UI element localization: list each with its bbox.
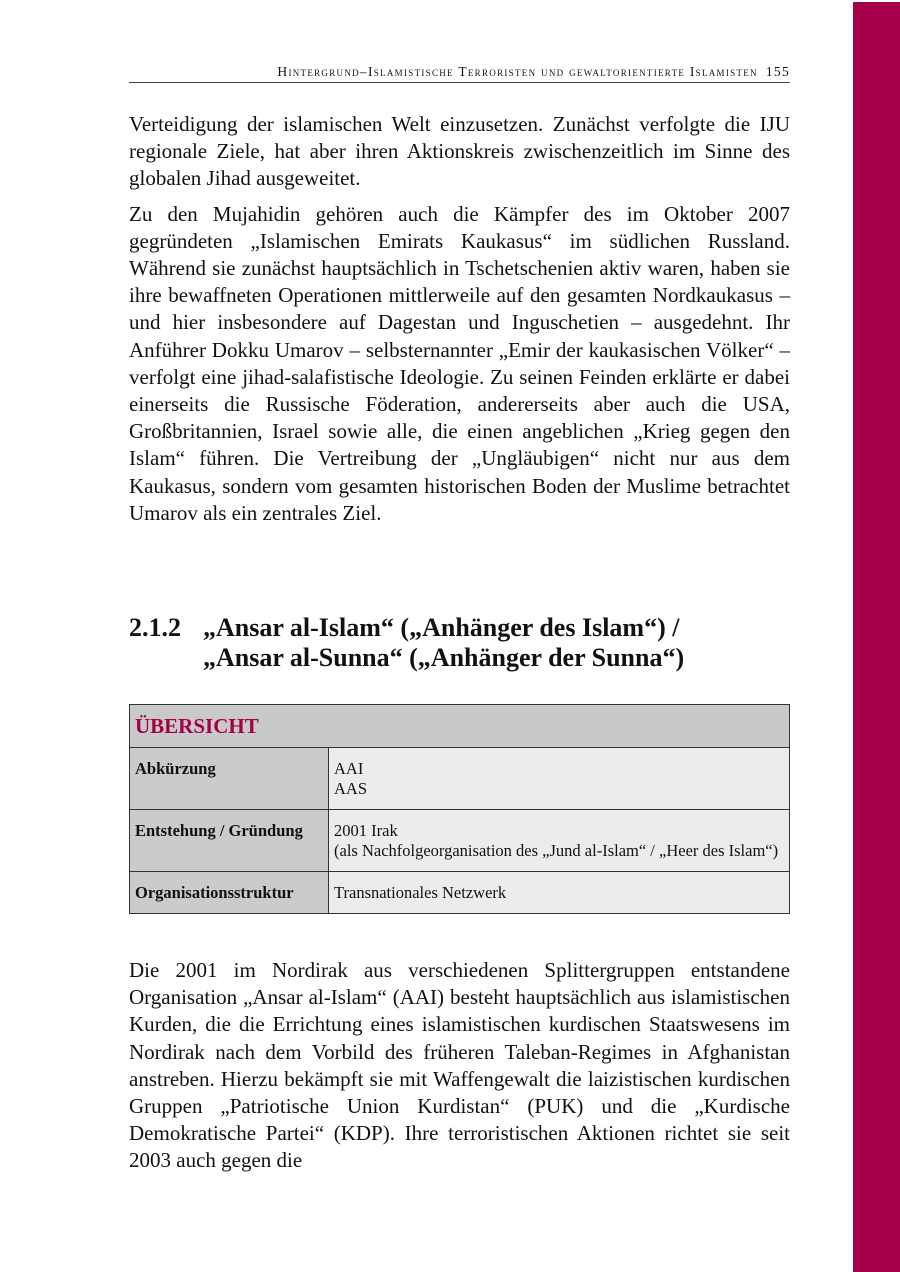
value-line: Transnationales Netzwerk — [334, 883, 507, 902]
page-number: 155 — [765, 64, 790, 79]
running-head-title: Hintergrund–Islamistische Terroristen und gewaltorientierte Islamisten — [277, 64, 758, 79]
value-line: AAS — [334, 779, 368, 798]
body-text-top — [129, 111, 790, 527]
row-value — [329, 810, 790, 872]
section-title — [203, 613, 790, 673]
section-number: 2.1.2 — [129, 613, 181, 642]
value-line: 2001 Irak — [334, 821, 398, 840]
value-line: (als Nachfolgeorganisation des „Jund al-Islam“ / „Heer des Islam“) — [334, 841, 779, 860]
paragraph: Verteidigung der islamischen Welt einzusetzen. Zunächst verfolgte die IJU regionale Ziele, hat aber ihren Aktionskreis zwischenzeitlich im Sinne des globalen Jihad ausgeweitet. — [129, 112, 790, 191]
section-heading — [129, 613, 790, 673]
row-label: Entstehung / Gründung — [130, 810, 329, 872]
row-value — [329, 872, 790, 914]
row-label: Abkürzung — [130, 748, 329, 810]
paragraph: Die 2001 im Nordirak aus verschiedenen Splittergruppen entstandene Organisation „Ansar al-Islam“ (AAI) besteht hauptsächlich aus islamistischen Kurden, die die Errichtung eines islamistischen kurdischen Staatswesens im Nordirak nach dem Vorbild des früheren Taleban-Regimes in Afghanistan anstreben. Hierzu bekämpft sie mit Waffengewalt die laizistischen kurdischen Gruppen „Patriotische Union Kurdistan“ (PUK) und die „Kurdische Demokratische Partei“ (KDP). Ihre terroristischen Aktionen richtet sie seit 2003 auch gegen die — [129, 958, 790, 1173]
paragraph: Zu den Mujahidin gehören auch die Kämpfer des im Oktober 2007 gegründeten „Islamischen Emirats Kaukasus“ im südlichen Russland. Während sie zunächst hauptsächlich in Tschetschenien aktiv waren, haben sie ihre bewaffneten Operationen mittlerweile auf den gesamten Nordkaukasus – und hier insbesondere auf Dagestan und Inguschetien – ausgedehnt. Ihr Anführer Dokku Umarov – selbsternannter „Emir der kaukasischen Völker“ – verfolgt eine jihad-salafistische Ideologie. Zu seinen Feinden erklärte er dabei einerseits die Russische Föderation, andererseits aber auch die USA, Großbritannien, Israel sowie alle, die einen angeblichen „Krieg gegen den Islam“ führen. Die Vertreibung der „Ungläubigen“ nicht nur aus dem Kaukasus, sondern vom gesamten historischen Boden der Muslime betrachtet Umarov als ein zentrales Ziel. — [129, 201, 790, 525]
margin-color-bar — [853, 2, 900, 1272]
value-line: AAI — [334, 759, 364, 778]
overview-table — [129, 704, 790, 914]
overview-heading: ÜBERSICHT — [130, 705, 790, 748]
row-value — [329, 748, 790, 810]
running-head — [129, 64, 790, 83]
section-title-line: „Ansar al-Sunna“ („Anhänger der Sunna“) — [203, 643, 685, 672]
row-label: Organisationsstruktur — [130, 872, 329, 914]
table-row — [130, 810, 790, 872]
section-title-line: „Ansar al-Islam“ („Anhänger des Islam“) / — [203, 613, 680, 642]
table-row — [130, 748, 790, 810]
table-row — [130, 872, 790, 914]
body-text-bottom — [129, 957, 790, 1175]
